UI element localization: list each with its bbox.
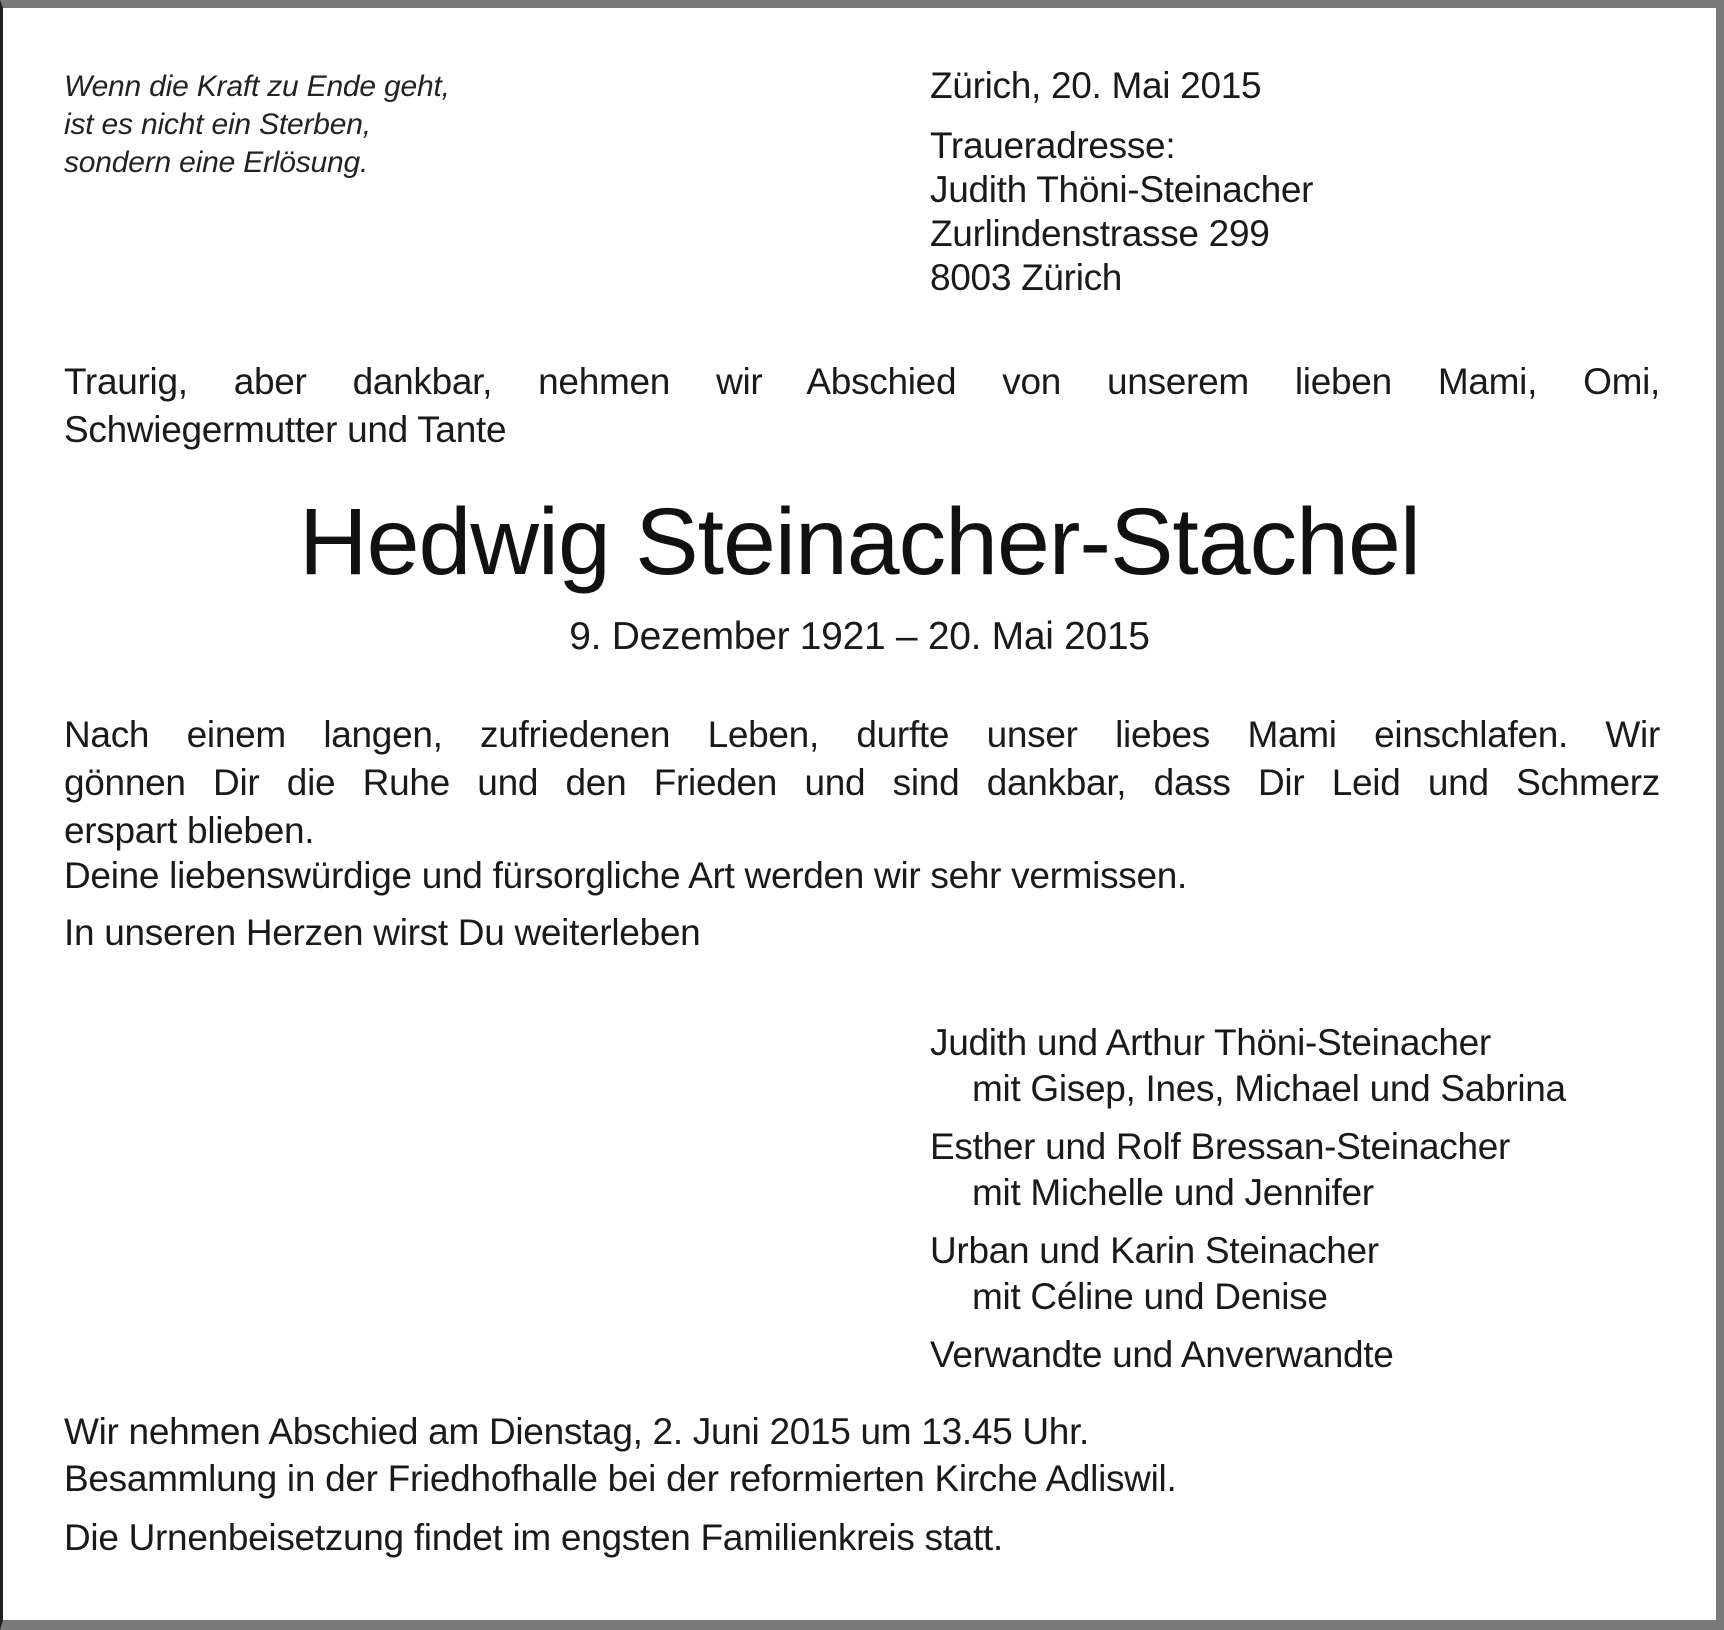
mourner-names: Verwandte und Anverwandte [930, 1334, 1394, 1375]
funeral-details [64, 1408, 1660, 1561]
condolence-line: gönnen Dir die Ruhe und den Frieden und sind dankbar, dass Dir Leid und Schmerz [64, 762, 1660, 803]
header-right [930, 64, 1313, 300]
funeral-line: Besammlung in der Friedhofhalle bei der reformierten Kirche Adliswil. [64, 1458, 1177, 1499]
intro-line: Traurig, aber dankbar, nehmen wir Abschied von unserem lieben Mami, Omi, [64, 361, 1660, 402]
mourning-address-line: Zurlindenstrasse 299 [930, 213, 1270, 254]
mourner-names: Esther und Rolf Bressan-Steinacher [930, 1126, 1511, 1167]
intro-line: Schwiegermutter und Tante [64, 409, 507, 450]
life-dates: 9. Dezember 1921 – 20. Mai 2015 [569, 615, 1150, 658]
farewell-line: Deine liebenswürdige und fürsorgliche Art werden wir sehr vermissen. [64, 855, 1188, 896]
deceased-name: Hedwig Steinacher-Stachel [299, 489, 1420, 595]
mourner-group [930, 1332, 1566, 1378]
mourner-children: mit Gisep, Ines, Michael und Sabrina [972, 1068, 1566, 1109]
mourner-names: Judith und Arthur Thöni-Steinacher [930, 1022, 1491, 1063]
mourning-address-line: Judith Thöni-Steinacher [930, 169, 1314, 210]
mourner-group [930, 1124, 1566, 1216]
mourner-group [930, 1228, 1566, 1320]
intro-paragraph [64, 358, 1660, 454]
dateline: Zürich, 20. Mai 2015 [930, 65, 1262, 106]
memory-line: In unseren Herzen wirst Du weiterleben [64, 912, 701, 953]
mourner-children: mit Céline und Denise [972, 1276, 1328, 1317]
mourner-names: Urban und Karin Steinacher [930, 1230, 1379, 1271]
mourners-list [930, 1020, 1566, 1378]
urn-burial-line: Die Urnenbeisetzung findet im engsten Familienkreis statt. [64, 1517, 1003, 1558]
opening-verse [64, 68, 450, 182]
verse-line: sondern eine Erlösung. [64, 146, 369, 179]
verse-line: ist es nicht ein Sterben, [64, 108, 371, 141]
mourning-address [930, 124, 1313, 300]
mourning-address-label: Traueradresse: [930, 125, 1176, 166]
mourning-address-line: 8003 Zürich [930, 257, 1123, 298]
condolence-line: Nach einem langen, zufriedenen Leben, durfte unser liebes Mami einschlafen. Wir [64, 714, 1660, 755]
verse-line: Wenn die Kraft zu Ende geht, [64, 70, 450, 103]
mourner-children: mit Michelle und Jennifer [972, 1172, 1374, 1213]
mourner-group [930, 1020, 1566, 1112]
condolence-paragraph [64, 711, 1660, 855]
condolence-line: erspart blieben. [64, 810, 315, 851]
funeral-line: Wir nehmen Abschied am Dienstag, 2. Juni 2015 um 13.45 Uhr. [64, 1411, 1090, 1452]
